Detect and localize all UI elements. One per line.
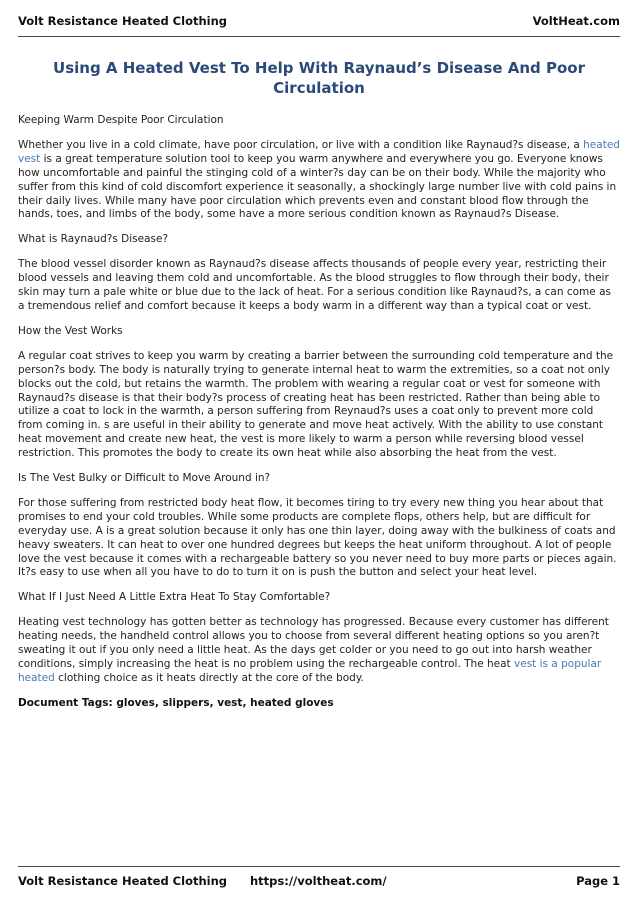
- section-heading-raynauds: What is Raynaud?s Disease?: [18, 233, 169, 246]
- header-divider: [18, 36, 620, 37]
- document-title: Using A Heated Vest To Help With Raynaud’s Disease And Poor Circulation: [53, 59, 585, 97]
- paragraph-text: Heating vest technology has gotten better as technology has progressed. Because every customer has different heating needs, the handheld control allows you to choose from several different heating options so you aren?t sweating it out if you only need a little heat. As the days get colder or you need to go out into harsh weather conditions, simply increasing the heat is no problem using the rechargeable control. The heat: [18, 616, 609, 670]
- header-domain: VoltHeat.com: [532, 14, 620, 28]
- heated-vest-link[interactable]: heated vest: [18, 138, 620, 165]
- paragraph-intro: [18, 139, 620, 222]
- popular-heated-vest-link[interactable]: vest is a popular heated: [18, 658, 602, 684]
- paragraph-text: Whether you live in a cold climate, have poor circulation, or live with a condition like Raynaud?s disease, a: [18, 138, 584, 151]
- paragraph-how-vest-works: A regular coat strives to keep you warm by creating a barrier between the surrounding cold temperature and the person?s body. The body is naturally trying to generate internal heat to warm the extremities, so a coat not only blocks out the cold, but retains the warmth. The problem with wearing a regular coat or vest for someone with Raynaud?s disease is that their body?s process of creating heat has been restricted. Rather than being able to utilize a coat to lock in the warmth, a person suffering from Reynaud?s uses a coat only to prevent more cold from coming in. s are useful in their ability to generate and move heat actively. With the ability to use constant heat movement and create new heat, the vest is more likely to warm a person while reversing blood vessel restriction. This promotes the body to create its own heat while also absorbing the heat from the vest.: [18, 349, 614, 460]
- page-header: [18, 14, 620, 28]
- paragraph-raynauds: The blood vessel disorder known as Raynaud?s disease affects thousands of people every year, restricting their blood vessels and leaving them cold and uncomfortable. As the blood struggles to flow through their body, their skin may turn a pale white or blue due to the lack of heat. For a serious condition like Raynaud?s, a can come as a tremendous relief and comfort because it keeps a body warm in a different way than a typical coat or vest.: [18, 258, 611, 312]
- document-tags: Document Tags: gloves, slippers, vest, heated gloves: [18, 696, 334, 709]
- paragraph-bulky: For those suffering from restricted body heat flow, it becomes tiring to try every new thing you hear about that promises to end your cold troubles. While some products are complete flops, others help, but are difficult for everyday use. A is a great solution because it only has one thin layer, doing away with the bulkiness of coats and heavy sweaters. It can heat to over one hundred degrees but keeps the heat uniform throughout. A lot of people love the vest because it comes with a rechargeable battery so you never need to buy more parts or pieces again. It?s easy to use when all you have to do to turn it on is push the button and select your heat level.: [18, 496, 617, 579]
- footer-divider: [18, 866, 620, 867]
- footer-page-number: Page 1: [576, 874, 620, 888]
- section-heading-extra-heat: What If I Just Need A Little Extra Heat To Stay Comfortable?: [18, 591, 331, 604]
- section-heading-bulky: Is The Vest Bulky or Difficult to Move Around in?: [18, 472, 271, 485]
- section-heading-how-vest-works: How the Vest Works: [18, 324, 123, 337]
- paragraph-text: clothing choice as it heats directly at the core of the body.: [54, 671, 364, 684]
- document-body: [18, 114, 620, 722]
- intro-subtitle: Keeping Warm Despite Poor Circulation: [18, 114, 224, 126]
- footer-site-name: Volt Resistance Heated Clothing: [18, 874, 228, 888]
- paragraph-extra-heat: [18, 616, 620, 686]
- footer-url: https://voltheat.com/: [250, 874, 387, 888]
- header-site-name: Volt Resistance Heated Clothing: [18, 14, 228, 28]
- paragraph-text: is a great temperature solution tool to keep you warm anywhere and everywhere you go. Everyone knows how uncomfortable and painful the stinging cold of a winter?s day can be on their body. While the majority who suffer from this kind of cold discomfort experience it seasonally, a shockingly large number live with cold pains in their daily lives. While many have poor circulation which prevents even and constant blood flow through the hands, toes, and limbs of the body, some have a more serious condition known as Raynaud?s Disease.: [18, 152, 617, 221]
